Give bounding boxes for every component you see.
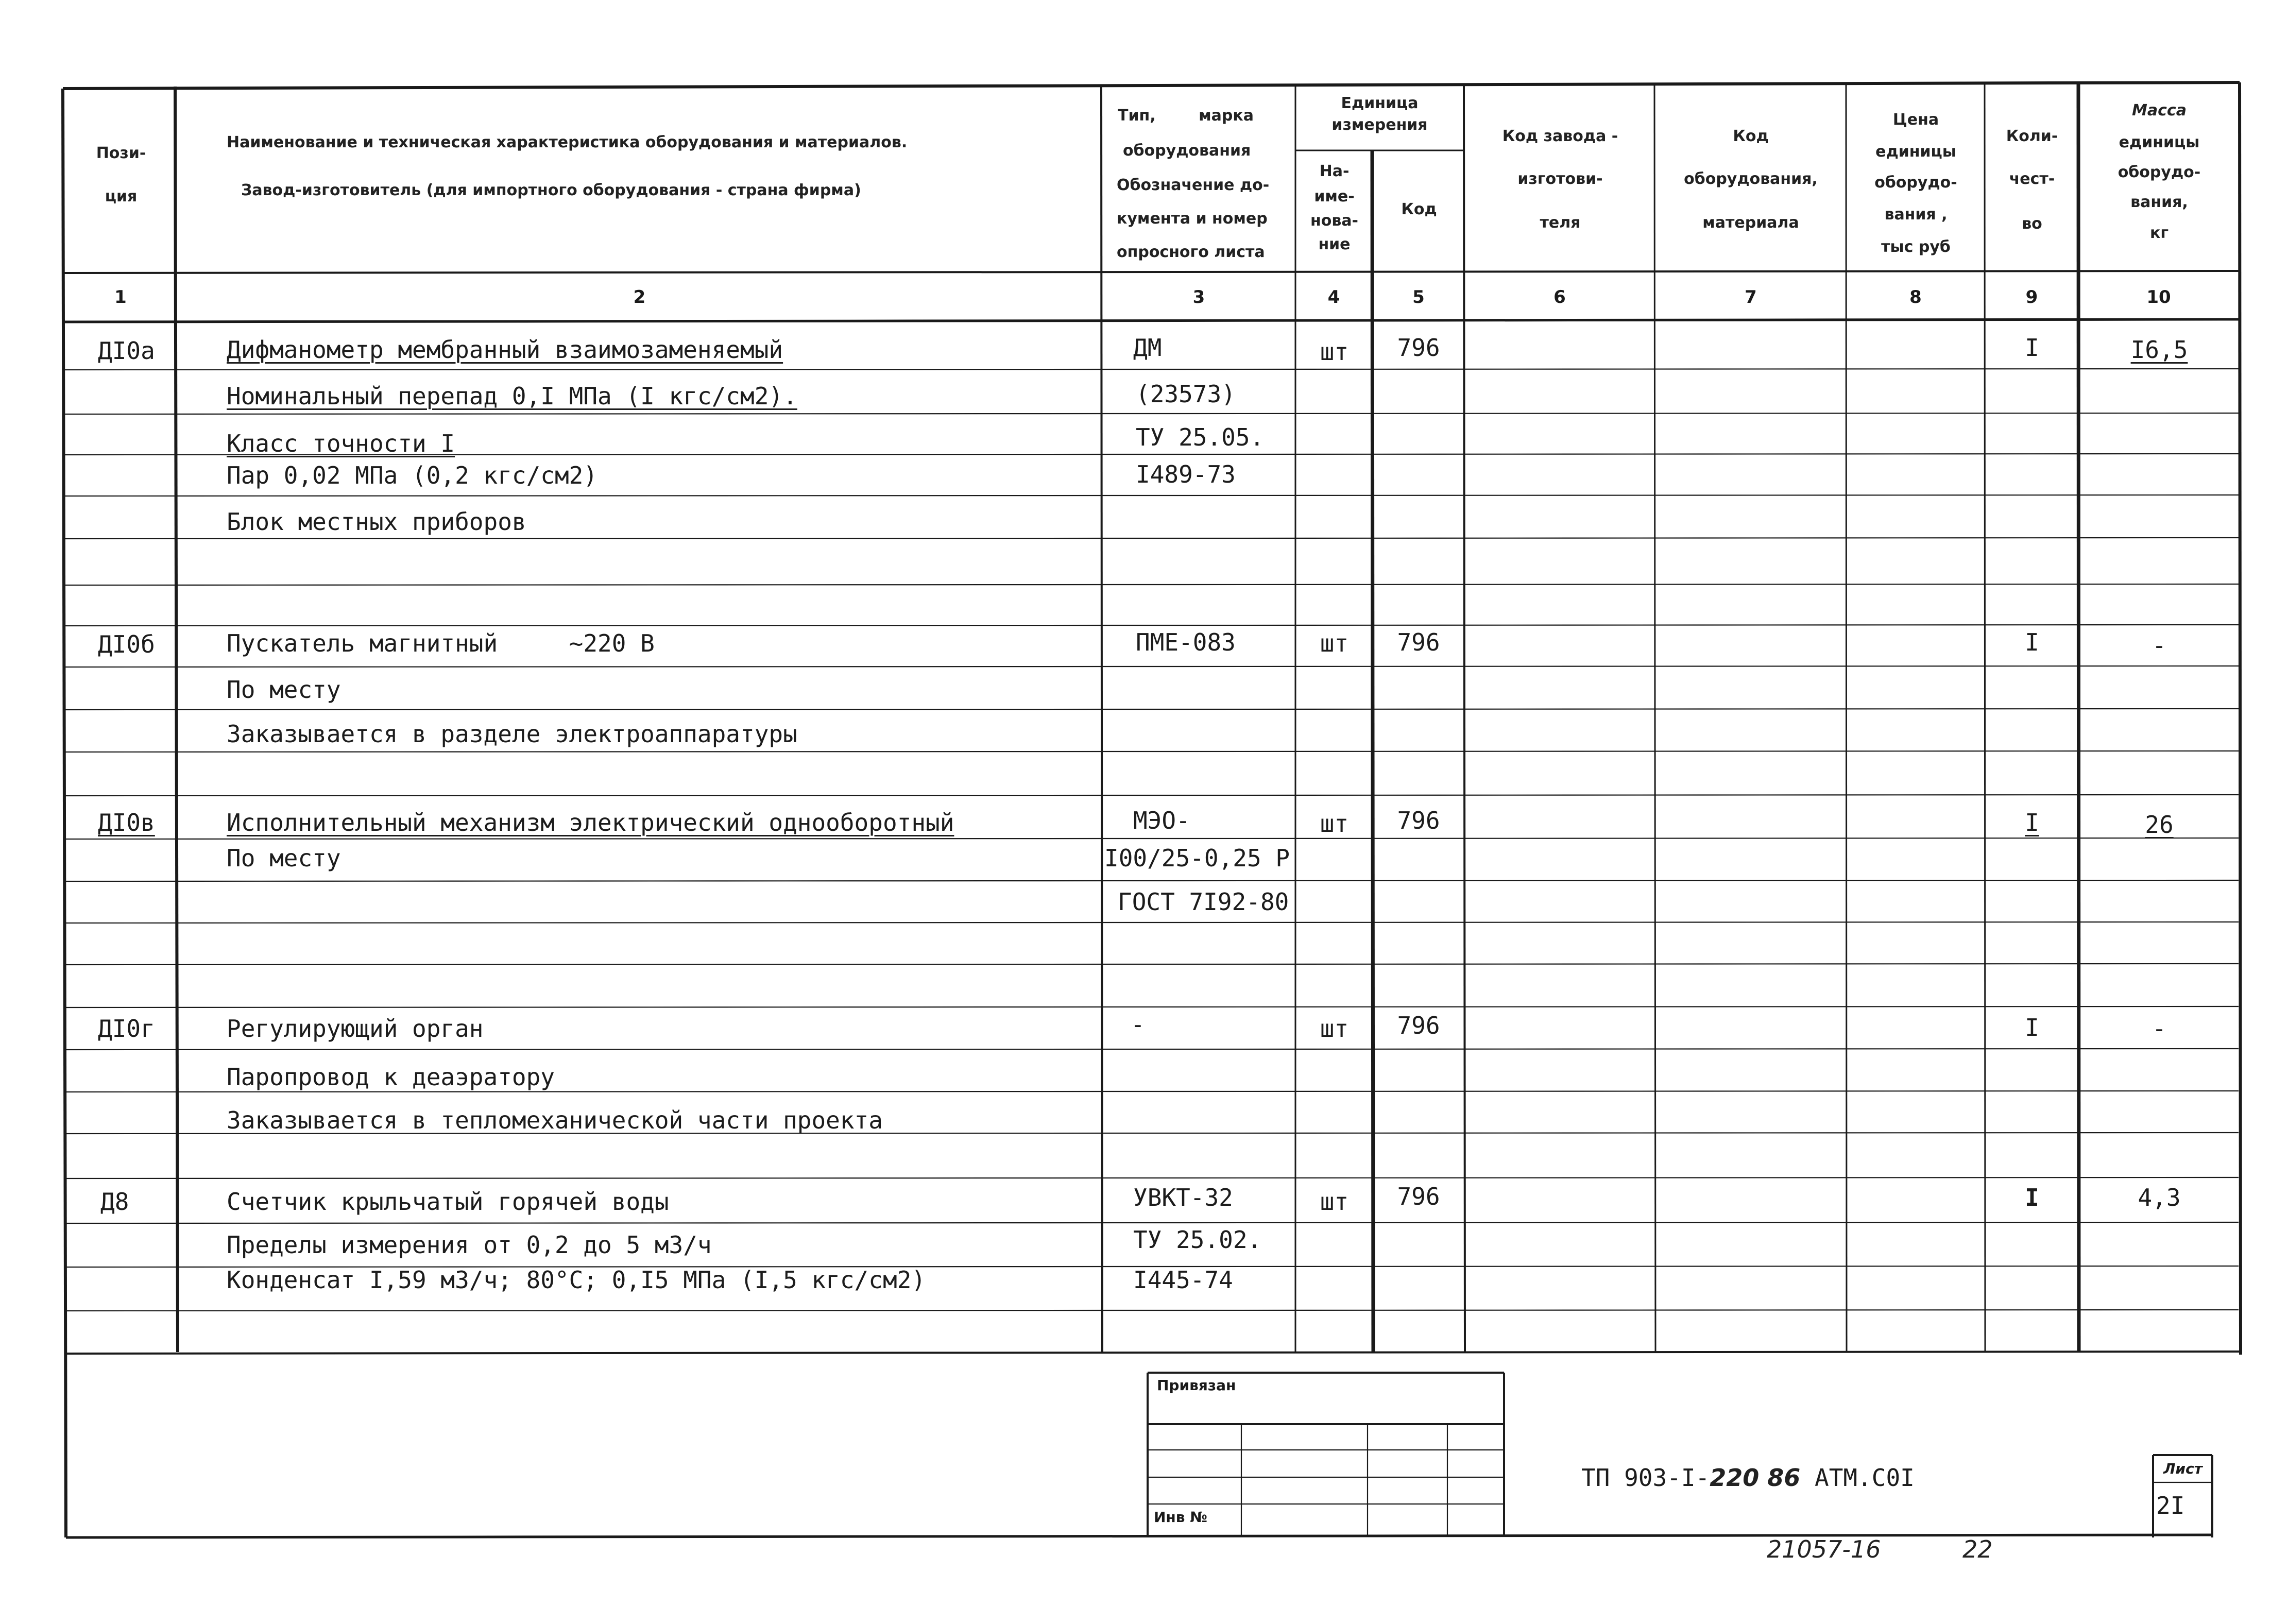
header-col3-line5: опросного листа: [1117, 243, 1265, 261]
header-col7-line1: Код: [1733, 127, 1769, 145]
header-col9-line1: Коли-: [2006, 127, 2058, 145]
unit-code: 796: [1397, 1183, 1440, 1210]
item-type: I00/25-0,25 Р: [1104, 844, 1290, 872]
page-number: 22: [1962, 1535, 1993, 1563]
header-col7-line2: оборудования,: [1684, 170, 1818, 188]
quantity: I: [2025, 1184, 2039, 1211]
unit-name: шт: [1320, 810, 1349, 837]
quantity: I: [2025, 628, 2039, 656]
quantity: I: [2025, 334, 2039, 362]
item-name: Блок местных приборов: [227, 508, 526, 536]
column-number: 9: [2025, 287, 2038, 307]
unit-code: 796: [1397, 1012, 1440, 1039]
item-type: -: [1131, 1011, 1145, 1038]
header-col8-line5: тыс руб: [1881, 238, 1951, 256]
document-code-handwritten: 220 86: [1710, 1464, 1801, 1492]
header-col8-line1: Цена: [1892, 111, 1939, 129]
item-type: I445-74: [1133, 1266, 1233, 1294]
unit-name: шт: [1320, 1015, 1349, 1042]
inventory-label: Инв №: [1154, 1509, 1207, 1526]
header-col9-line3: во: [2022, 215, 2042, 233]
column-number: 4: [1327, 287, 1340, 307]
unit-name: шт: [1320, 1188, 1349, 1216]
item-name: Счетчик крыльчатый горячей воды: [227, 1188, 669, 1216]
header-unit-line1: Единица: [1341, 94, 1419, 112]
column-number: 2: [633, 287, 646, 307]
column-number: 10: [2146, 287, 2171, 307]
header-col6-line1: Код завода -: [1502, 127, 1618, 145]
column-number: 5: [1412, 287, 1425, 307]
archive-number: 21057-16: [1767, 1535, 1881, 1563]
header-col3-line3: Обозначение до-: [1117, 176, 1270, 194]
document-code: [1581, 1466, 1915, 1490]
item-type: (23573): [1136, 380, 1236, 408]
quantity: I: [2025, 1014, 2039, 1041]
unit-code: 796: [1397, 334, 1440, 362]
item-name: Пускатель магнитный ~220 В: [227, 629, 655, 657]
column-number: 3: [1192, 287, 1205, 307]
header-col4-line1: На-: [1319, 162, 1350, 180]
item-type: МЭО-: [1133, 807, 1190, 834]
unit-mass: 26: [2145, 811, 2174, 839]
header-col10-line5: кг: [2149, 224, 2169, 242]
header-col8-line2: единицы: [1875, 143, 1956, 161]
header-col10-line1: Масса: [2132, 101, 2187, 119]
header-col10-line2: единицы: [2119, 133, 2200, 151]
privyazan-label: Привязан: [1157, 1377, 1236, 1394]
header-col8-line3: оборудо-: [1874, 174, 1957, 192]
unit-name: шт: [1320, 338, 1349, 366]
item-name: Заказывается в тепломеханической части проекта: [227, 1106, 883, 1134]
item-type: I489-73: [1136, 460, 1236, 488]
header-col4-line3: нова-: [1310, 212, 1359, 230]
document-code-suffix: АТМ.С0I: [1815, 1464, 1915, 1492]
unit-code: 796: [1397, 628, 1440, 656]
position-cell: ДI0а: [98, 337, 155, 365]
position-cell: ДI0г: [98, 1015, 155, 1042]
header-col3-line1: Тип, марка: [1118, 107, 1254, 125]
position-cell: Д8: [100, 1188, 129, 1216]
item-name: Класс точности I: [227, 430, 455, 457]
item-name: По месту: [227, 676, 341, 704]
item-name: Номинальный перепад 0,I МПа (I кгс/см2).: [227, 382, 797, 410]
unit-mass: 4,3: [2138, 1184, 2181, 1211]
header-col9-line2: чест-: [2009, 170, 2055, 188]
column-number: 7: [1745, 287, 1757, 307]
unit-mass: -: [2152, 1015, 2166, 1042]
header-col7-line3: материала: [1702, 214, 1799, 232]
header-col2-line2: Завод-изготовитель (для импортного оборудования - страна фирма): [241, 181, 861, 199]
header-col5: Код: [1401, 200, 1437, 218]
item-name: Заказывается в разделе электроаппаратуры: [227, 720, 797, 748]
item-name: Паропровод к деаэратору: [227, 1063, 555, 1091]
header-col10-line3: оборудо-: [2118, 163, 2201, 181]
item-name: Исполнительный механизм электрический однооборотный: [227, 809, 954, 836]
quantity: I: [2025, 809, 2039, 836]
header-col6-line3: теля: [1540, 214, 1581, 232]
sheet-label: Лист: [2163, 1460, 2202, 1477]
position-cell: ДI0б: [98, 630, 155, 658]
unit-code: 796: [1397, 807, 1440, 834]
item-type: ДМ: [1133, 334, 1162, 362]
item-type: УВКТ-32: [1133, 1184, 1233, 1211]
header-col3-line4: кумента и номер: [1117, 210, 1268, 228]
item-name: Конденсат I,59 м3/ч; 80°С; 0,I5 МПа (I,5 кгс/см2): [227, 1266, 926, 1294]
header-unit-line2: измерения: [1331, 116, 1428, 134]
item-name: Пар 0,02 МПа (0,2 кгс/см2): [227, 461, 598, 489]
unit-mass: I6,5: [2130, 336, 2188, 364]
item-name: Регулирующий орган: [227, 1015, 484, 1042]
item-type: ГОСТ 7I92-80: [1118, 888, 1289, 916]
item-type: ТУ 25.02.: [1133, 1226, 1262, 1254]
column-number: 6: [1553, 287, 1566, 307]
header-col4-line4: ние: [1318, 235, 1351, 253]
column-number: 8: [1909, 287, 1922, 307]
header-col6-line2: изготови-: [1517, 170, 1603, 188]
position-cell: ДI0в: [98, 809, 155, 836]
header-col1-line1: Пози-: [96, 144, 146, 162]
header-col3-line2: оборудования: [1123, 142, 1251, 160]
document-code-prefix: ТП 903-I-: [1581, 1464, 1710, 1492]
item-type: ТУ 25.05.: [1136, 423, 1265, 451]
column-number: 1: [114, 287, 127, 307]
header-col8-line4: вания ,: [1884, 206, 1948, 224]
unit-name: шт: [1320, 629, 1349, 657]
header-col1-line2: ция: [105, 187, 138, 206]
header-col2-line1: Наименование и техническая характеристика оборудования и материалов.: [227, 133, 908, 151]
item-name: Пределы измерения от 0,2 до 5 м3/ч: [227, 1231, 712, 1259]
header-col4-line2: име-: [1314, 187, 1355, 206]
item-name: Дифманометр мембранный взаимозаменяемый: [227, 336, 783, 364]
unit-mass: -: [2152, 631, 2166, 659]
item-type: ПМЕ-083: [1136, 628, 1236, 656]
sheet-number: 2I: [2156, 1492, 2185, 1519]
item-name: По месту: [227, 844, 341, 872]
header-col10-line4: вания,: [2130, 193, 2188, 211]
